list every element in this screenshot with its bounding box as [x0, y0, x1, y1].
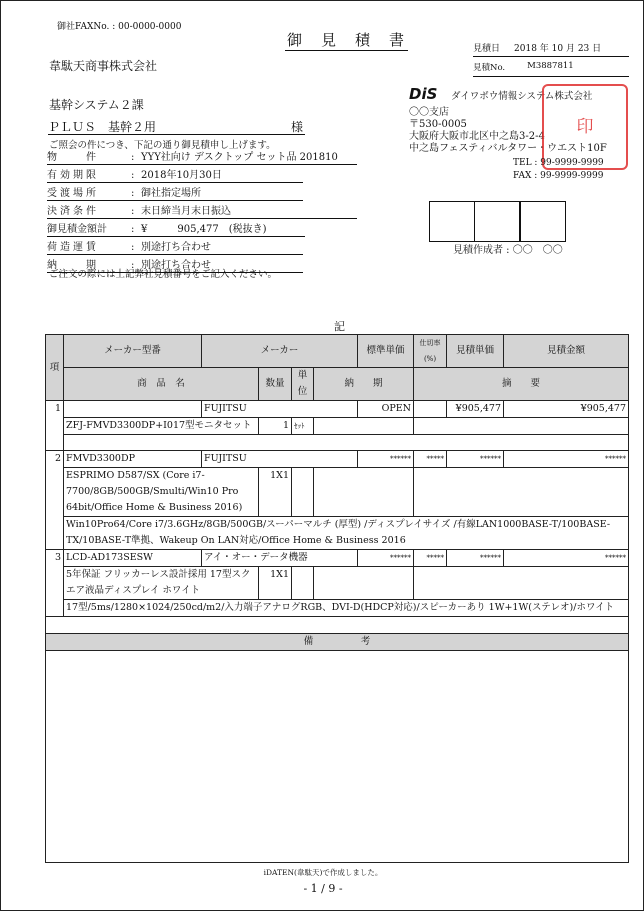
order-note: ご注文の際には上記弊社見積番号をご記入ください。 [49, 269, 278, 280]
honorific: 様 [290, 120, 303, 134]
item-description: Win10Pro64/Core i7/3.6GHz/8GB/500GB/スーパーマルチ (厚型) /ディスプレイサイズ /有線LAN1000BASE-T/100BASE-TX/10BASE-T準拠、Wakeup On LAN対応/Office Home & Business 2016 [64, 517, 629, 550]
item-no: 2 [46, 451, 64, 550]
approval-box [520, 201, 566, 242]
empty-row [46, 617, 629, 634]
item-amount: ****** [504, 550, 629, 567]
vendor-tel: TEL : 99-9999-9999 [513, 158, 604, 168]
col-header-no: 項 [46, 335, 64, 401]
vendor-name: ダイワボウ情報システム株式会社 [451, 91, 593, 102]
item-qty: 1X1 [259, 567, 292, 600]
table-row [46, 517, 629, 550]
vendor-fax: FAX : 99-9999-9999 [513, 171, 604, 181]
item-std-price: ****** [358, 550, 414, 567]
intro-text: ご照会の件につき、下記の通り御見積申し上げます。 [49, 140, 276, 151]
item-remark [414, 567, 629, 600]
col-header-delivery: 納 期 [314, 368, 414, 401]
field-label: 納 期 [47, 260, 99, 271]
quote-items-table [45, 334, 629, 863]
col-header-rate: 仕切率(%) [414, 335, 447, 368]
item-amount: ****** [504, 451, 629, 468]
approval-box [474, 201, 520, 242]
item-model: LCD-AD173SESW [64, 550, 202, 567]
col-header-std-price: 標準単価 [358, 335, 414, 368]
header-row-1 [46, 335, 629, 368]
item-maker: FUJITSU [202, 451, 358, 468]
col-header-remark: 摘 要 [414, 368, 629, 401]
page-number: - 1 / 9 - [303, 882, 343, 895]
quote-no-value: M3887811 [527, 61, 574, 71]
vendor-logo: DiS [409, 85, 438, 103]
item-rate [414, 401, 447, 418]
header-row-2 [46, 368, 629, 401]
col-header-maker: メーカー [202, 335, 358, 368]
field-value: 2018年10月30日 [141, 170, 222, 181]
field-value: ¥ 905,477 (税抜き) [141, 224, 267, 235]
table-row [46, 418, 629, 435]
field-label: 決済条件 [47, 206, 99, 217]
col-header-unit-price: 見積単価 [447, 335, 504, 368]
quote-creator: 見積作成者 : 〇〇 〇〇 [453, 245, 563, 256]
remarks-header-row [46, 634, 629, 651]
item-description [64, 435, 629, 451]
item-model: FMVD3300DP [64, 451, 202, 468]
field-value: 御社指定場所 [141, 188, 201, 199]
person-name: ＰＬＵＳ 基幹２用 [48, 120, 157, 134]
quote-no-label: 見積No. [473, 63, 506, 73]
remarks-body-row [46, 651, 629, 863]
item-model [64, 401, 202, 418]
company-seal-stamp: 印 [542, 84, 628, 170]
item-uom: ｾｯﾄ [292, 418, 314, 435]
item-name: ZFJ-FMVD3300DP+I017型モニタセット [64, 418, 259, 435]
date-value: 2018 年 10 月 23 日 [514, 44, 602, 54]
field-payment: 決済条件 : 末日締当月末日振込 [47, 201, 357, 219]
customer-dept: 基幹システム２課 [49, 98, 144, 112]
field-value: 別途打ち合わせ [141, 242, 211, 253]
item-no: 3 [46, 550, 64, 617]
customer-company: 韋駄天商事株式会社 [49, 59, 158, 73]
footer-made-with: iDATEN(韋駄天)で作成しました。 [263, 868, 383, 877]
item-remark [414, 468, 629, 517]
field-delivery-place: 受渡場所 : 御社指定場所 [47, 183, 303, 201]
item-uom [292, 468, 314, 517]
field-label: 有効期限 [47, 170, 99, 181]
col-header-uom: 単位 [292, 368, 314, 401]
item-unit-price: ¥905,477 [447, 401, 504, 418]
field-subject: 物 件 : YYY社向け デスクトップ セット品 201810 [47, 147, 357, 165]
field-total: 御見積金額計 : ¥ 905,477 (税抜き) [47, 219, 305, 237]
document-title: 御 見 積 書 [287, 31, 407, 49]
table-row [46, 567, 629, 600]
field-label: 御見積金額計 [47, 224, 107, 235]
table-row [46, 468, 629, 517]
ki-label: 記 [334, 320, 345, 333]
table-row [46, 401, 629, 418]
item-remark [414, 418, 629, 435]
col-header-product: 商 品 名 [64, 368, 259, 401]
item-maker: アイ・オー・データ機器 [202, 550, 358, 567]
field-shipping: 荷造運賃 : 別途打ち合わせ [47, 237, 303, 255]
vendor-address1: 大阪府大阪市北区中之島3-2-4 [409, 131, 545, 142]
table-row [46, 600, 629, 617]
field-label: 物 件 [47, 152, 99, 163]
vendor-zip: 〒530-0005 [409, 119, 467, 130]
item-description: 17型/5ms/1280×1024/250cd/m2/入力端子アナログRGB、DVI-D(HDCP対応)/スピーカーあり 1W+1W(ステレオ)/ホワイト [64, 600, 629, 617]
approval-box [429, 201, 475, 242]
item-maker: FUJITSU [202, 401, 358, 418]
item-name: 5年保証 フリッカーレス設計採用 17型スクエア液晶ディスプレイ ホワイト [64, 567, 259, 600]
field-delivery-date: 納 期 : 別途打ち合わせ [47, 255, 303, 273]
col-header-qty: 数量 [259, 368, 292, 401]
col-header-model: メーカー型番 [64, 335, 202, 368]
field-validity: 有効期限 : 2018年10月30日 [47, 165, 303, 183]
remarks-header: 備 考 [46, 634, 629, 651]
field-label: 受渡場所 [47, 188, 99, 199]
item-uom [292, 567, 314, 600]
item-delivery [314, 418, 414, 435]
item-unit-price: ****** [447, 451, 504, 468]
item-name: ESPRIMO D587/SX (Core i7-7700/8GB/500GB/Smulti/Win10 Pro 64bit/Office Home & Business 2016) [64, 468, 259, 517]
table-row [46, 435, 629, 451]
item-rate: ***** [414, 451, 447, 468]
field-value: YYY社向け デスクトップ セット品 201810 [141, 152, 338, 163]
item-delivery [314, 567, 414, 600]
field-value: 別途打ち合わせ [141, 260, 211, 271]
field-label: 荷造運賃 [47, 242, 99, 253]
item-unit-price: ****** [447, 550, 504, 567]
remarks-body [46, 651, 629, 863]
date-label: 見積日 [473, 44, 501, 54]
item-rate: ***** [414, 550, 447, 567]
table-row [46, 550, 629, 567]
col-header-amount: 見積金額 [504, 335, 629, 368]
customer-fax: 御社FAXNo. : 00-0000-0000 [57, 22, 182, 32]
item-delivery [314, 468, 414, 517]
vendor-address2: 中之島フェスティバルタワー・ウエスト10F [409, 143, 607, 154]
field-value: 末日締当月末日振込 [141, 206, 231, 217]
item-no: 1 [46, 401, 64, 451]
vendor-branch: 〇〇支店 [409, 107, 449, 118]
item-qty: 1 [259, 418, 292, 435]
item-qty: 1X1 [259, 468, 292, 517]
item-std-price: ****** [358, 451, 414, 468]
table-row [46, 451, 629, 468]
customer-person [48, 118, 305, 135]
item-amount: ¥905,477 [504, 401, 629, 418]
item-std-price: OPEN [358, 401, 414, 418]
